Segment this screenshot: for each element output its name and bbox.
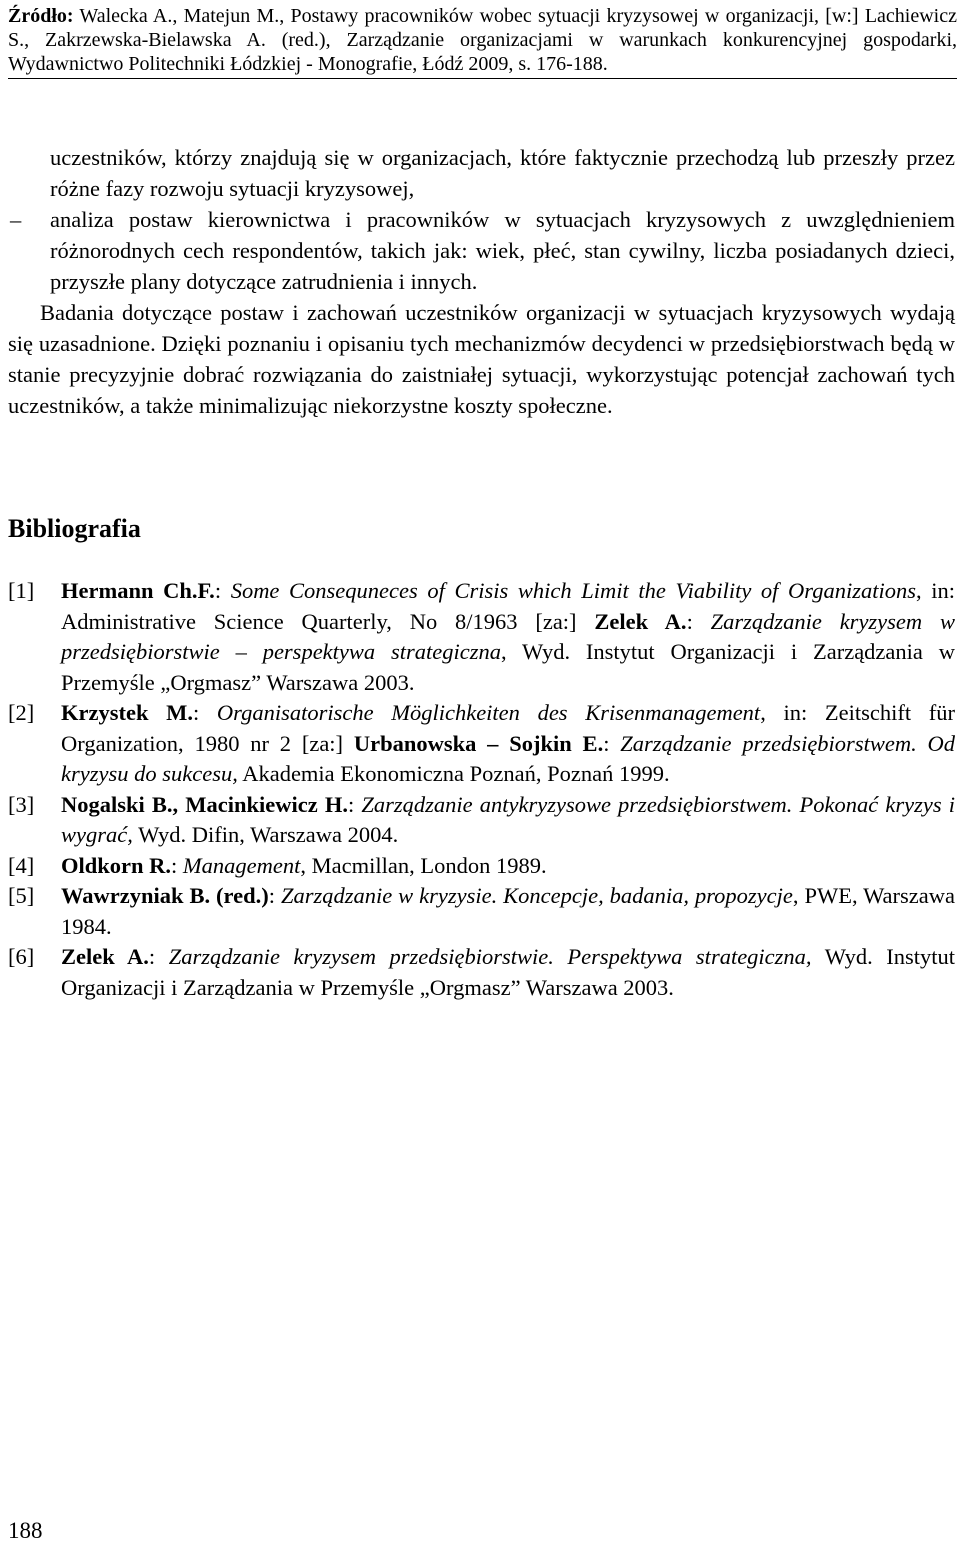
entry-details: , in: Zeitschift für Organization, 1980 nr 2 [za:] xyxy=(61,700,955,756)
entry-separator: : xyxy=(268,883,281,908)
entry-details: , Macmillan, London 1989. xyxy=(300,852,547,878)
entry-author-secondary: Zelek A. xyxy=(594,608,687,634)
entry-separator: : xyxy=(148,944,169,969)
bibliography-entry xyxy=(8,851,955,882)
bibliography-entry xyxy=(8,881,955,942)
entry-number: [2] xyxy=(8,700,35,725)
entry-title: Zarządzanie kryzysem przedsiębiorstwie. Perspektywa strategiczna, xyxy=(168,944,812,969)
entry-separator: : xyxy=(686,608,711,634)
dash-marker: – xyxy=(10,207,22,232)
dash-item-text: analiza postaw kierownictwa i pracowników w sytuacjach kryzysowych z uwzględnieniem różnorodnych cech respondentów, takich jak: wiek, płeć, stan cywilny, liczba posiadanych dzieci, przyszłe plany dotyczące zatrudnienia i innych. xyxy=(50,207,955,294)
source-text: Walecka A., Matejun M., Postawy pracowników wobec sytuacji kryzysowej w organizacji, [w:] Lachiewicz S., Zakrzewska-Bielawska A. (red.), Zarządzanie organizacjami w warunkach konkurencyjnej gospodarki, Wydawnictwo Politechniki Łódzkiej - Monografie, Łódź 2009, s. 176-188. xyxy=(8,5,957,75)
entry-separator: : xyxy=(214,578,231,603)
source-note xyxy=(8,4,957,79)
body-text xyxy=(8,142,955,421)
entry-separator: : xyxy=(603,730,621,756)
entry-author: Krzystek M. xyxy=(61,700,193,725)
entry-separator: : xyxy=(171,852,183,878)
body-paragraph: Badania dotyczące postaw i zachowań uczestników organizacji w sytuacjach kryzysowych wydają się uzasadnione. Dzięki poznaniu i opisaniu tych mechanizmów decydenci w przedsiębiorstwach będą w stanie precyzyjnie dobrać rozwiązania do zaistniałej sytuacji, wykorzystując potencjał zachowań tych uczestników, a także minimalizując niekorzystne koszty społeczne. xyxy=(8,300,955,418)
entry-title: Organisatorische Möglichkeiten des Krisenmanagement xyxy=(216,700,761,725)
bibliography-entry xyxy=(8,790,955,851)
bibliography-entry xyxy=(8,576,955,698)
bibliography-entry xyxy=(8,698,955,790)
entry-details-secondary: Akademia Ekonomiczna Poznań, Poznań 1999. xyxy=(237,761,670,786)
entry-author: Wawrzyniak B. (red.) xyxy=(61,883,269,908)
entry-author: Zelek A. xyxy=(61,944,149,969)
dash-list-item xyxy=(8,204,955,297)
entry-title-secondary: Zarządzanie przedsiębiorstwem. Od kryzysu do sukcesu, xyxy=(61,730,955,786)
entry-title: Some Consequneces of Crisis which Limit the Viability of Organizations xyxy=(230,578,916,603)
entry-title: Management xyxy=(182,852,301,878)
entry-title-secondary: Zarządzanie kryzysem w przedsiębiorstwie – perspektywa strategiczna xyxy=(61,608,955,664)
entry-author: Oldkorn R. xyxy=(61,852,172,878)
entry-author: Hermann Ch.F. xyxy=(61,578,215,603)
entry-details: , PWE, Warszawa 1984. xyxy=(61,883,955,939)
entry-number: [5] xyxy=(8,883,35,908)
entry-details: Wyd. Instytut Organizacji i Zarządzania w Przemyśle „Orgmasz” Warszawa 2003. xyxy=(61,944,955,1000)
entry-number: [6] xyxy=(8,944,35,969)
bibliography-entry xyxy=(8,942,955,1003)
page-number: 188 xyxy=(8,1518,43,1543)
entry-details: , in: Administrative Science Quarterly, No 8/1963 [za:] xyxy=(61,578,955,634)
entry-details-secondary: , Wyd. Instytut Organizacji i Zarządzania w Przemyśle „Orgmasz” Warszawa 2003. xyxy=(61,639,955,695)
source-label: Źródło: xyxy=(8,5,74,27)
list-continuation: uczestników, którzy znajdują się w organizacjach, które faktycznie przechodzą lub przeszły przez różne fazy rozwoju sytuacji kryzysowej, xyxy=(50,145,955,201)
entry-number: [4] xyxy=(8,852,35,878)
entry-author: Nogalski B., Macinkiewicz H. xyxy=(61,791,348,817)
entry-separator: : xyxy=(193,700,217,725)
entry-details: Wyd. Difin, Warszawa 2004. xyxy=(132,822,399,847)
entry-separator: : xyxy=(347,791,362,817)
entry-title: Zarządzanie antykryzysowe przedsiębiorstwem. Pokonać kryzys i wygrać, xyxy=(61,791,955,847)
entry-number: [1] xyxy=(8,578,35,603)
entry-title: Zarządzanie w kryzysie. Koncepcje, badania, propozycje xyxy=(280,883,793,908)
entry-number: [3] xyxy=(8,791,35,817)
bibliography-list xyxy=(8,576,955,1003)
bibliography-heading: Bibliografia xyxy=(8,514,141,543)
entry-author-secondary: Urbanowska – Sojkin E. xyxy=(353,730,604,756)
